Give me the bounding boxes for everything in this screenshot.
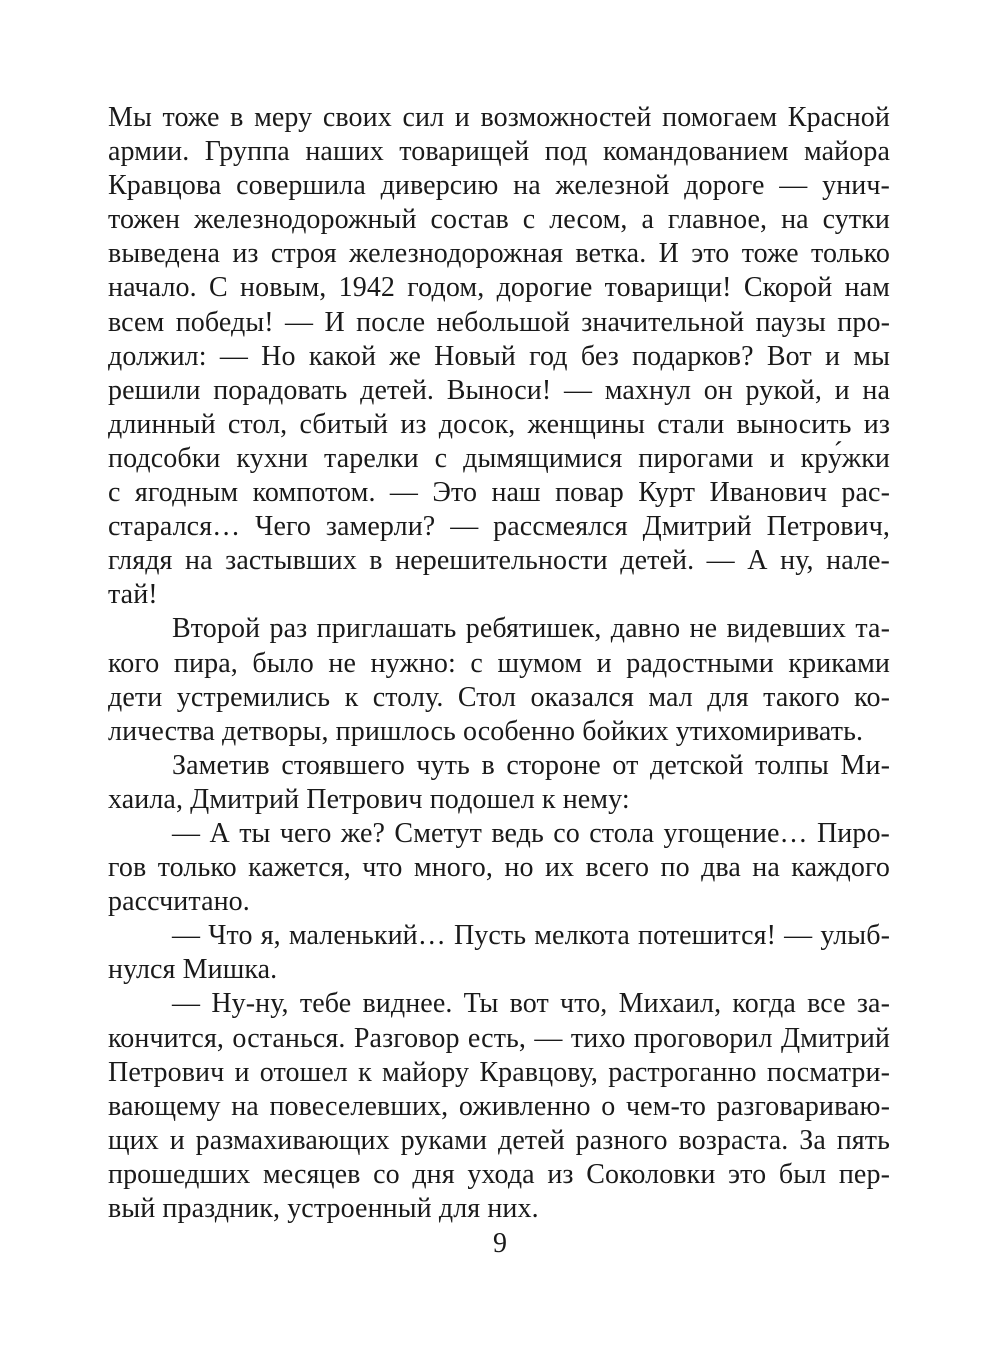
- text-line: выведена из строя железнодорожная ветка. И это тоже только: [108, 238, 890, 270]
- text-line: Мы тоже в меру своих сил и возможностей помогаем Красной: [108, 102, 890, 133]
- text-line: дети устремились к столу. Стол оказался мал для такого ко-: [108, 681, 890, 713]
- text-line: прошедших месяцев со дня ухода из Соколовки это был пер-: [108, 1158, 890, 1190]
- text-line: глядя на застывших в нерешительности детей. — А ну, нале-: [108, 545, 890, 577]
- text-line: тай!: [108, 579, 158, 611]
- text-line: — А ты чего же? Сметут ведь со стола угощение… Пиро-: [172, 817, 890, 849]
- text-line: личества детворы, пришлось особенно бойких утихомиривать.: [108, 715, 864, 747]
- text-line: хаила, Дмитрий Петрович подошел к нему:: [108, 783, 630, 815]
- text-line: Заметив стоявшего чуть в стороне от детской толпы Ми-: [172, 749, 890, 781]
- text-line: — Ну-ну, тебе виднее. Ты вот что, Михаил, когда все за-: [172, 988, 890, 1020]
- text-line: старался… Чего замерли? — рассмеялся Дмитрий Петрович,: [108, 511, 890, 543]
- text-line: Петрович и отошел к майору Кравцову, растроганно посматри-: [108, 1056, 890, 1088]
- text-line: рассчитано.: [108, 886, 250, 918]
- text-line: всем победы! — И после небольшой значительной паузы про-: [108, 306, 890, 338]
- text-line: решили порадовать детей. Выноси! — махнул он рукой, и на: [108, 374, 890, 406]
- text-line: — Что я, маленький… Пусть мелкота потешится! — улыб-: [172, 920, 890, 952]
- text-line: с ягодным компотом. — Это наш повар Курт Иванович рас-: [108, 477, 890, 509]
- text-line: гов только кажется, что много, но их всего по два на каждого: [108, 852, 890, 884]
- text-line: нулся Мишка.: [108, 954, 278, 986]
- text-line: Второй раз приглашать ребятишек, давно не видевших та-: [172, 613, 890, 645]
- text-line: щих и размахивающих руками детей разного возраста. За пять: [108, 1124, 890, 1156]
- text-line: кого пира, было не нужно: с шумом и радостными криками: [108, 647, 890, 679]
- text-line: тожен железнодорожный состав с лесом, а главное, на сутки: [108, 204, 890, 236]
- text-line: кончится, останься. Разговор есть, — тихо проговорил Дмитрий: [108, 1022, 890, 1054]
- body-text: [108, 101, 890, 1226]
- text-line: Кравцова совершила диверсию на железной дороге — унич-: [108, 170, 890, 202]
- text-line: должил: — Но какой же Новый год без подарков? Вот и мы: [108, 340, 890, 372]
- text-line: вый праздник, устроенный для них.: [108, 1193, 539, 1224]
- text-line: армии. Группа наших товарищей под командованием майора: [108, 136, 890, 168]
- text-line: вающему на повеселевших, оживленно о чем-то разговариваю-: [108, 1090, 890, 1122]
- text-line: начало. С новым, 1942 годом, дорогие товарищи! Скорой нам: [108, 272, 890, 304]
- page-number: 9: [493, 1228, 507, 1259]
- text-line: длинный стол, сбитый из досок, женщины стали выносить из: [108, 408, 890, 440]
- text-line: подсобки кухни тарелки с дымящимися пирогами и кру́жки: [108, 442, 890, 474]
